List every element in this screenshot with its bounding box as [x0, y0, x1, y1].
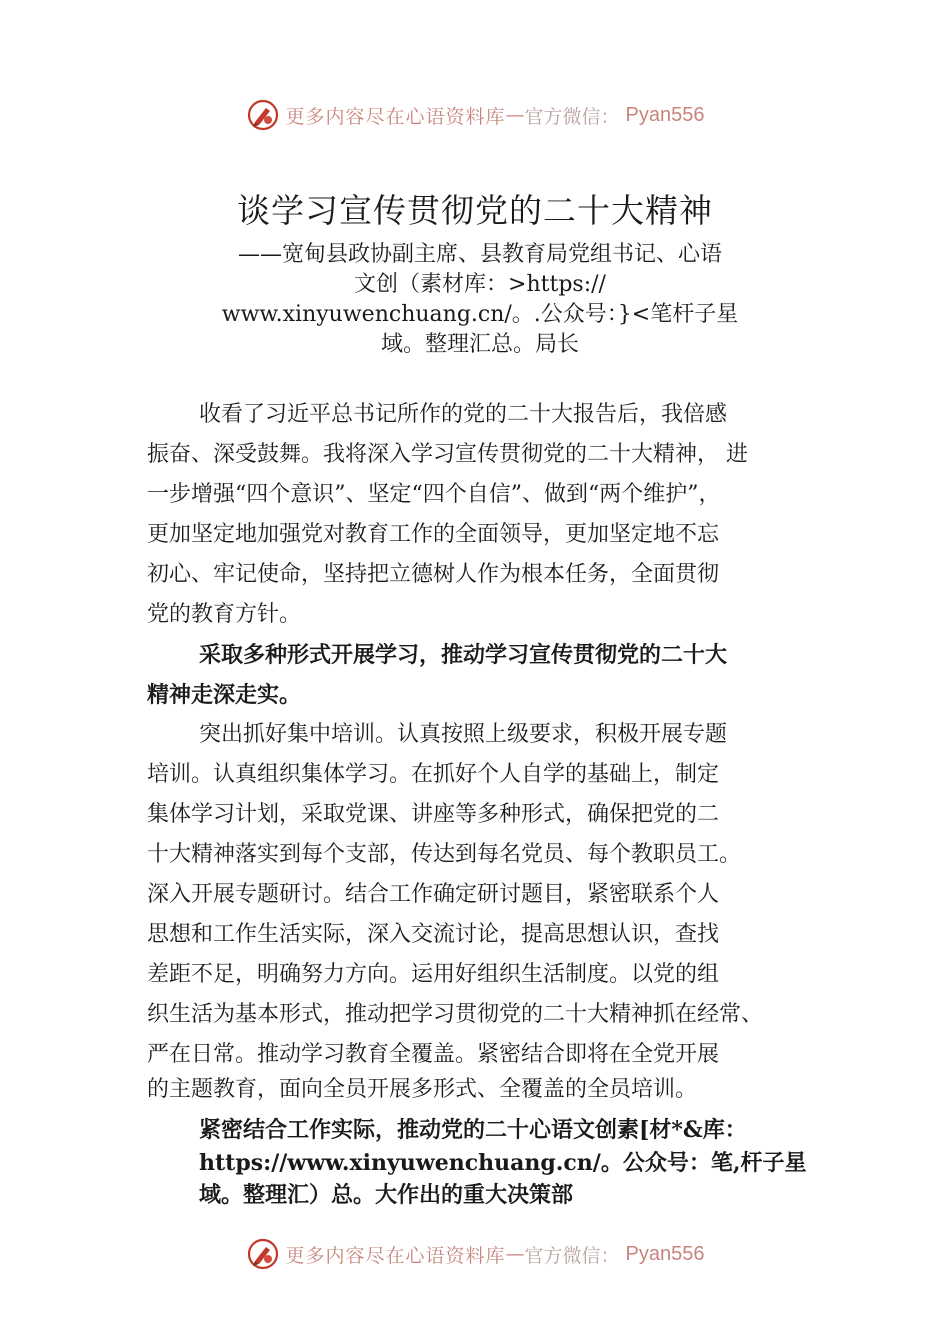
paragraph-line: 织生活为基本形式，推动把学习贯彻党的二十大精神抓在经常、	[147, 1002, 764, 1027]
subtitle-line: ——宽甸县政协副主席、县教育局党组书记、心语	[237, 242, 722, 267]
paragraph-line: 培训。认真组织集体学习。在抓好个人自学的基础上，制定	[147, 762, 720, 787]
paragraph-line: 更加坚定地加强党对教育工作的全面领导，更加坚定地不忘	[147, 522, 720, 547]
paragraph-line: 一步增强“四个意识”、坚定“四个自信”、做到“两个维护”，	[147, 482, 721, 507]
banner-separator: —	[505, 1243, 525, 1265]
paragraph-line: 严在日常。推动学习教育全覆盖。紧密结合即将在全党开展	[147, 1042, 720, 1067]
subtitle-line: www.xinyuwenchuang.cn/。.公众号：}<笔杆子星	[221, 302, 739, 327]
paragraph-line: 十大精神落实到每个支部，传达到每名党员、每个教职员工。	[147, 842, 742, 867]
banner-wechat-id: Pyan556	[625, 103, 705, 126]
section-heading: 域。整理汇）总。大作出的重大决策部	[199, 1182, 574, 1208]
paragraph-line: 振奋、深受鼓舞。我将深入学习宣传贯彻党的二十大精神， 进	[147, 442, 748, 467]
paragraph-line: 的主题教育，面向全员开展多形式、全覆盖的全员培训。	[147, 1077, 698, 1102]
subtitle	[190, 240, 770, 360]
pen-seal-icon	[246, 1237, 280, 1271]
banner-text: 更多内容尽在心语资料库	[285, 1244, 506, 1267]
pen-seal-icon	[246, 98, 280, 132]
banner-wechat-id: Pyan556	[625, 1242, 705, 1265]
paragraph-line: 收看了习近平总书记所作的党的二十大报告后，我倍感	[199, 402, 728, 427]
header-banner	[0, 95, 950, 135]
section-heading: 精神走深走实。	[147, 682, 302, 708]
paragraph-line: 突出抓好集中培训。认真按照上级要求，积极开展专题	[199, 722, 728, 747]
paragraph-line: 党的教育方针。	[147, 602, 302, 627]
subtitle-line: 域。整理汇总。局长	[380, 332, 579, 357]
page-title: 谈学习宣传贯彻党的二十大精神	[237, 191, 713, 230]
section-heading: 紧密结合工作实际，推动党的二十心语文创素[材*&库：	[199, 1117, 747, 1143]
paragraph-line: 深入开展专题研讨。结合工作确定研讨题目，紧密联系个人	[147, 882, 720, 907]
subtitle-line: 文创（素材库：>https://	[354, 272, 606, 297]
paragraph-line: 差距不足，明确努力方向。运用好组织生活制度。以党的组	[147, 962, 720, 987]
paragraph-line: 集体学习计划，采取党课、讲座等多种形式，确保把党的二	[147, 802, 720, 827]
banner-wechat-label: 官方微信：	[524, 105, 620, 128]
footer-banner	[0, 1234, 950, 1274]
section-heading: 采取多种形式开展学习，推动学习宣传贯彻党的二十大	[199, 642, 728, 668]
paragraph-line: 初心、牢记使命，坚持把立德树人作为根本任务，全面贯彻	[147, 562, 720, 587]
banner-wechat-label: 官方微信：	[524, 1244, 620, 1267]
banner-text: 更多内容尽在心语资料库	[285, 105, 506, 128]
paragraph-line: 思想和工作生活实际，深入交流讨论，提高思想认识，查找	[147, 922, 720, 947]
banner-separator: —	[505, 104, 525, 126]
section-heading: https://www.xinyuwenchuang.cn/。公众号：笔,杆子星	[199, 1150, 807, 1176]
